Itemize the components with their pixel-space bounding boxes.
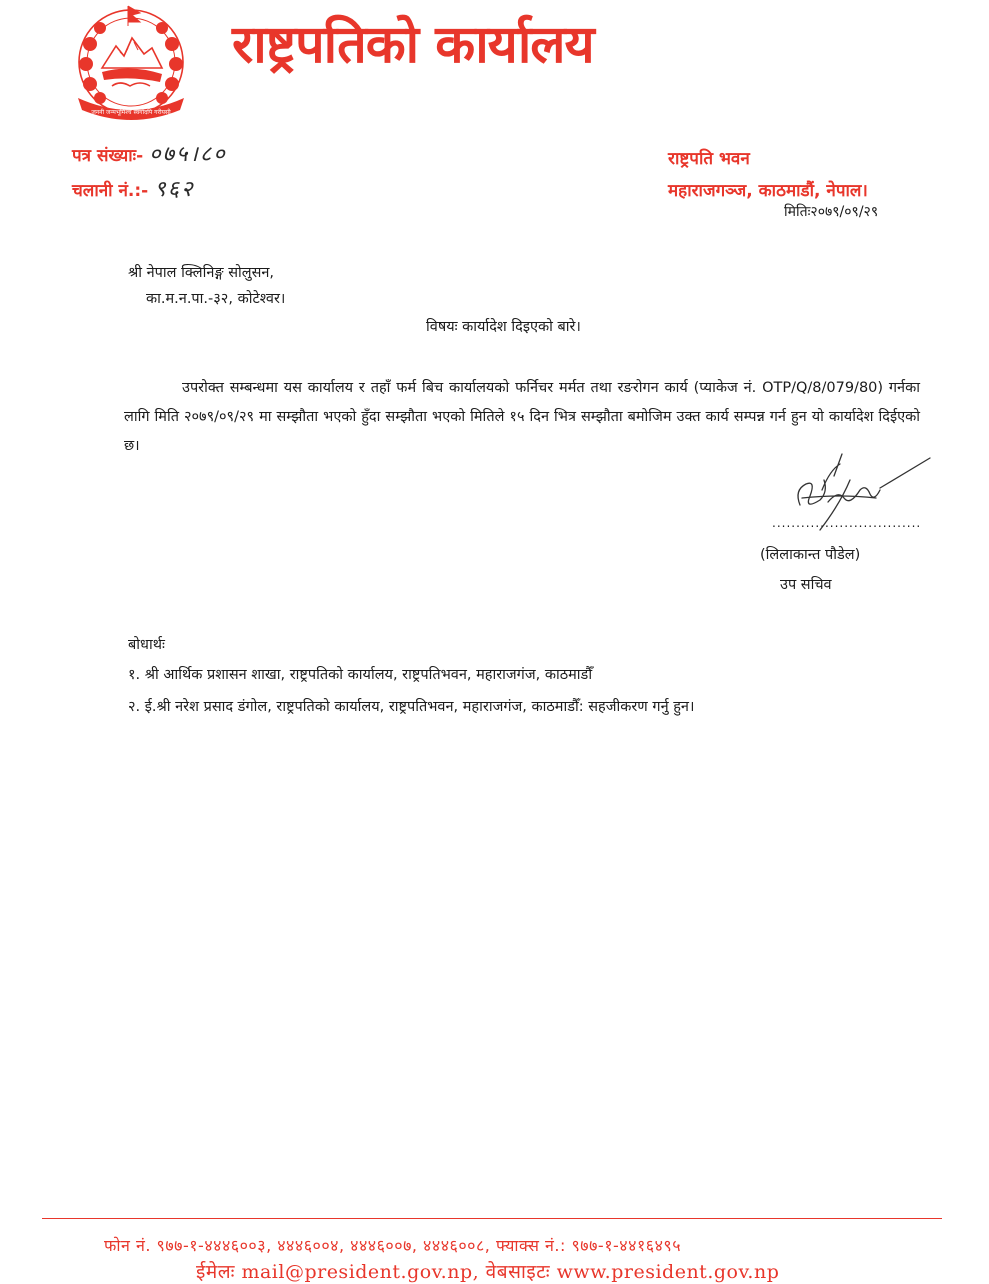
recipient-address: का.म.न.पा.-३२, कोटेश्वर।	[146, 291, 286, 307]
dispatch-number-row	[72, 173, 195, 203]
office-title: राष्ट्रपतिको कार्यालय	[232, 15, 594, 75]
body-paragraph	[124, 374, 920, 461]
cc-heading: बोधार्थः	[128, 637, 165, 653]
dispatch-number-label: चलानी नं.:-	[72, 181, 149, 201]
footer-phone-numbers: फोन नं. ९७७-१-४४४६००३, ४४४६००४, ४४४६००७, ४४४६००८, फ्याक्स नं.: ९७७-१-४४१६४९५	[104, 1236, 682, 1255]
svg-text:जननी जन्मभूमिश्च स्वर्गादपि गर: जननी जन्मभूमिश्च स्वर्गादपि गरीयसी	[91, 109, 171, 116]
recipient-name: श्री नेपाल क्लिनिङ्ग सोलुसन,	[128, 265, 275, 281]
signatory-name: (लिलाकान्त पौडेल)	[760, 547, 861, 563]
letter-date: मितिः२०७९/०९/२९	[784, 204, 879, 220]
cc-item: २. ई.श्री नरेश प्रसाद डंगोल, राष्ट्रपतिको कार्यालय, राष्ट्रपतिभवन, महाराजगंज, काठमाडौँ: सहजीकरण गर्नु हुन।	[128, 699, 695, 715]
address-line-1: राष्ट्रपति भवन	[668, 149, 750, 169]
subject-line: विषयः कार्यादेश दिइएको बारे।	[426, 319, 581, 335]
letter-number-row	[72, 138, 227, 168]
footer-contact: ईमेलः mail@president.gov.np, वेबसाइटः www.president.gov.np	[196, 1261, 780, 1283]
letter-number-value: ०७५।८०	[149, 142, 227, 167]
nepal-emblem-icon	[68, 2, 194, 126]
cc-item: १. श्री आर्थिक प्रशासन शाखा, राष्ट्रपतिको कार्यालय, राष्ट्रपतिभवन, महाराजगंज, काठमाडौँ	[128, 667, 593, 683]
handwritten-signature	[780, 450, 940, 545]
address-line-2: महाराजगञ्ज, काठमाडौं, नेपाल।	[668, 181, 868, 201]
signature-dotted-line: ...............................	[772, 516, 922, 530]
body-paragraph-text: उपरोक्त सम्बन्धमा यस कार्यालय र तहाँ फर्म बिच कार्यालयको फर्निचर मर्मत तथा रङरोगन कार्य (प्याकेज नं. OTP/Q/8/079/80) गर्नका लागि मिति २०७९/०९/२९ मा सम्झौता भएको हुँदा सम्झौता भएको मितिले १५ दिन भित्र सम्झौता बमोजिम उक्त कार्य सम्पन्न गर्न हुन यो कार्यादेश दिईएको छ।	[124, 380, 920, 454]
footer-divider	[42, 1218, 942, 1219]
signatory-title: उप सचिव	[780, 577, 832, 593]
dispatch-number-value: ९६२	[154, 177, 195, 202]
letter-number-label: पत्र संख्याः-	[72, 146, 144, 166]
